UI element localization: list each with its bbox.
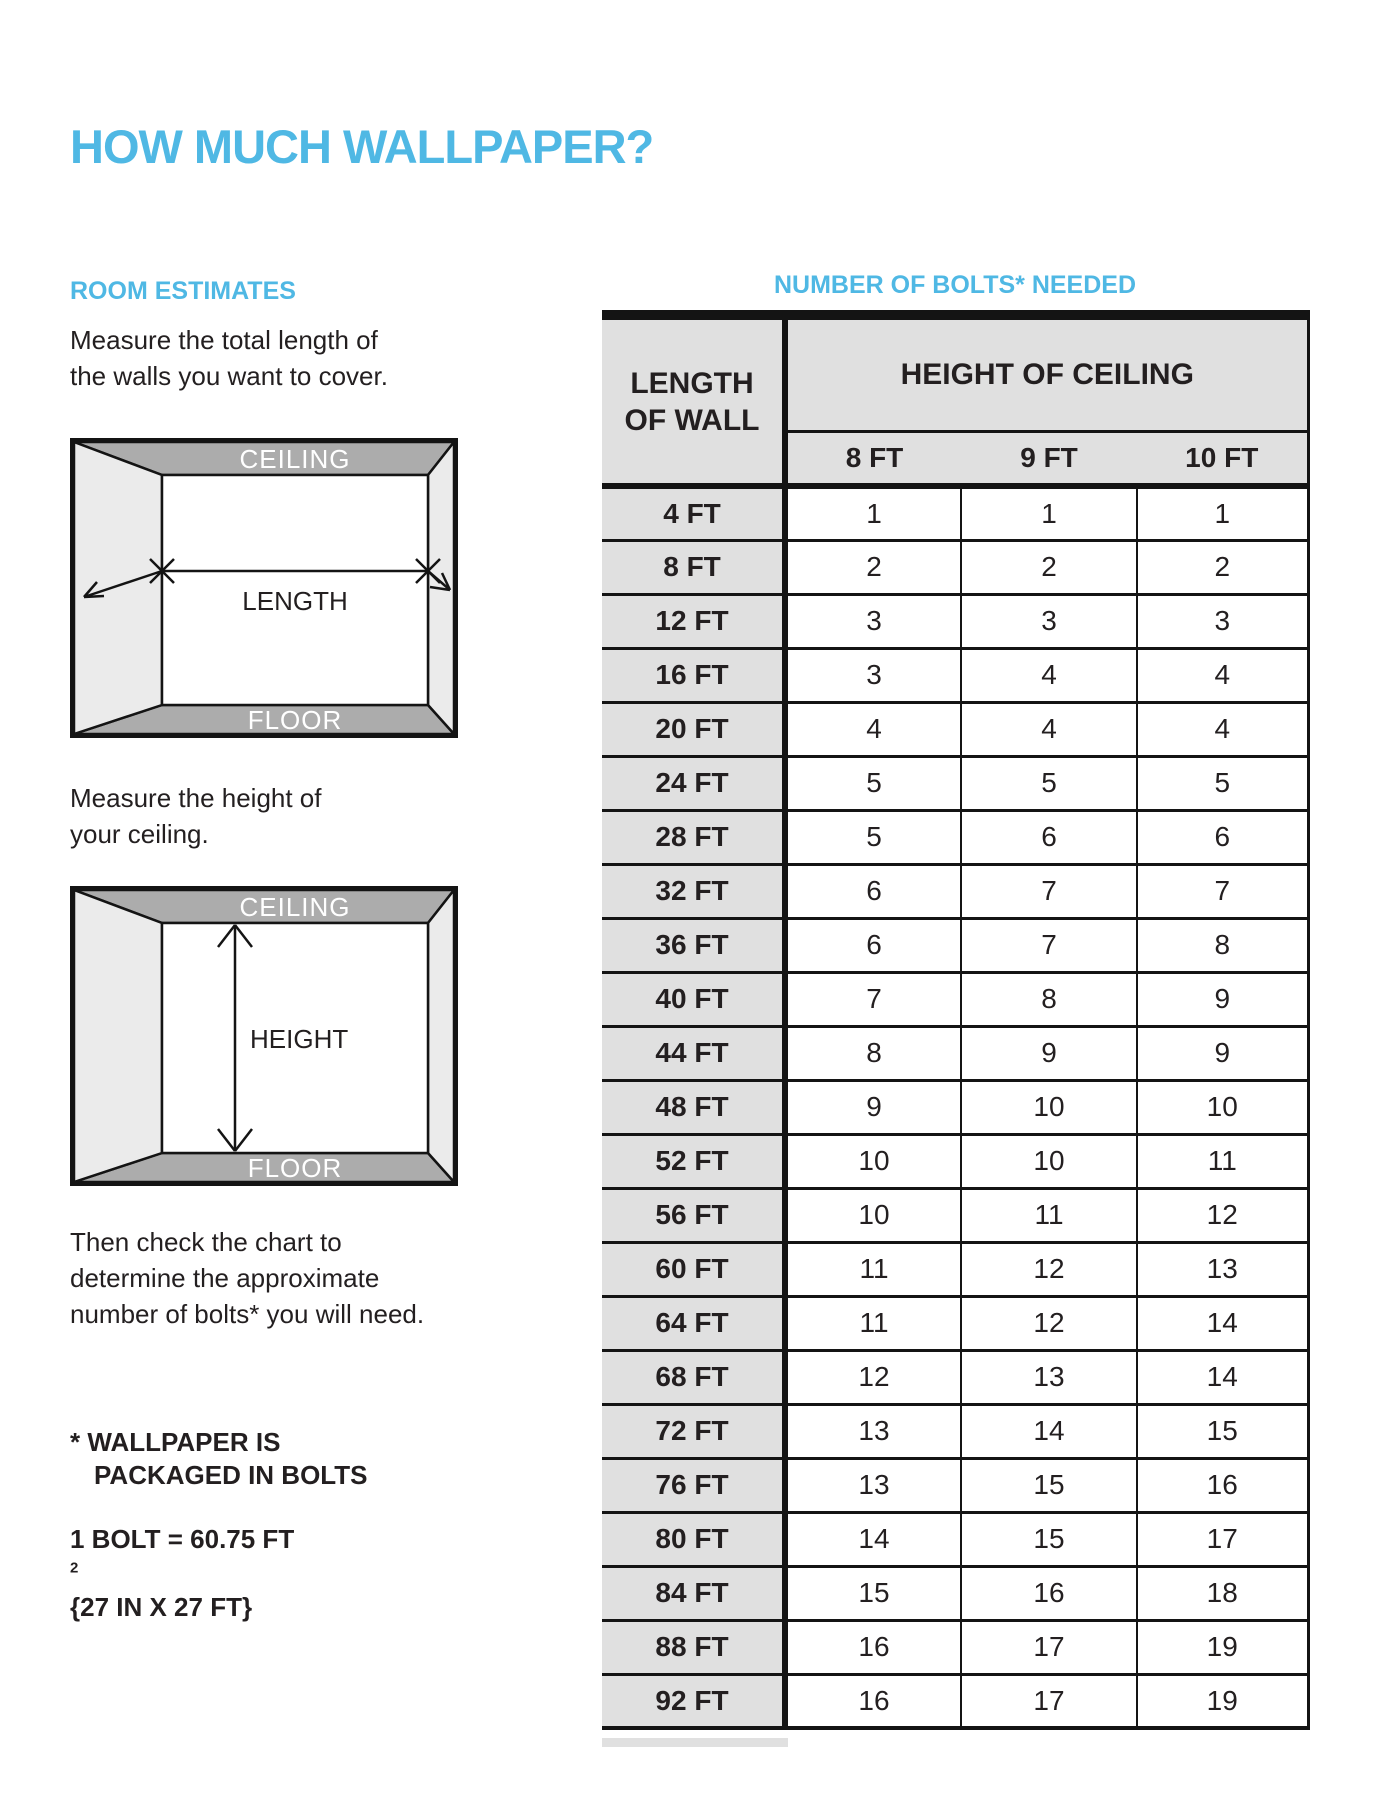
measure-length-text: [70, 322, 388, 394]
floor-label: FLOOR: [247, 1153, 343, 1183]
table-row: [602, 1620, 1308, 1674]
bolt-equation-superscript: 2: [70, 1559, 79, 1577]
bolts-footnote: [70, 1426, 367, 1492]
room-height-diagram: [70, 886, 458, 1186]
bolt-count-cell: 13: [1137, 1242, 1308, 1296]
wall-length-cell: 20 FT: [602, 702, 785, 756]
bolt-count-cell: 19: [1137, 1674, 1308, 1728]
wall-length-cell: 44 FT: [602, 1026, 785, 1080]
wall-length-cell: 72 FT: [602, 1404, 785, 1458]
wall-length-column-header: [602, 315, 785, 486]
check-chart-line2: determine the approximate: [70, 1263, 380, 1293]
measure-length-line2: the walls you want to cover.: [70, 361, 388, 391]
table-row: [602, 1080, 1308, 1134]
table-row: [602, 864, 1308, 918]
floor-label: FLOOR: [247, 705, 343, 735]
table-row: [602, 1674, 1308, 1728]
bolt-count-cell: 16: [785, 1674, 961, 1728]
bolt-count-cell: 9: [961, 1026, 1137, 1080]
wall-length-cell: 76 FT: [602, 1458, 785, 1512]
bolt-count-cell: 12: [961, 1296, 1137, 1350]
check-chart-text: [70, 1224, 424, 1332]
bolt-equation: [70, 1522, 294, 1590]
bolt-count-cell: 14: [785, 1512, 961, 1566]
wall-length-cell: 36 FT: [602, 918, 785, 972]
bolt-count-cell: 16: [785, 1620, 961, 1674]
bolt-count-cell: 1: [961, 486, 1137, 540]
bolt-count-cell: 3: [785, 594, 961, 648]
table-row: [602, 1512, 1308, 1566]
bolt-count-cell: 15: [1137, 1404, 1308, 1458]
bolt-count-cell: 7: [1137, 864, 1308, 918]
wall-length-cell: 24 FT: [602, 756, 785, 810]
table-row: [602, 540, 1308, 594]
table-row: [602, 594, 1308, 648]
bolt-count-cell: 3: [785, 648, 961, 702]
bolts-table-heading: NUMBER OF BOLTS* NEEDED: [773, 270, 1137, 299]
bolt-count-cell: 12: [961, 1242, 1137, 1296]
bolt-count-cell: 13: [785, 1458, 961, 1512]
table-row: [602, 1134, 1308, 1188]
bolt-count-cell: 10: [961, 1134, 1137, 1188]
bolt-count-cell: 5: [961, 756, 1137, 810]
table-row: [602, 1566, 1308, 1620]
table-row: [602, 810, 1308, 864]
table-row: [602, 918, 1308, 972]
bolt-count-cell: 15: [961, 1458, 1137, 1512]
bolt-count-cell: 15: [961, 1512, 1137, 1566]
ceiling-height-group-header: HEIGHT OF CEILING: [785, 315, 1308, 432]
wall-length-cell: 4 FT: [602, 486, 785, 540]
room-length-diagram: [70, 438, 458, 738]
bolt-count-cell: 14: [1137, 1350, 1308, 1404]
wall-length-cell: 48 FT: [602, 1080, 785, 1134]
wall-length-cell: 56 FT: [602, 1188, 785, 1242]
bolt-dimensions: {27 IN X 27 FT}: [70, 1592, 253, 1622]
bolt-count-cell: 13: [785, 1404, 961, 1458]
bolt-count-cell: 6: [785, 864, 961, 918]
bolt-count-cell: 2: [1137, 540, 1308, 594]
bolt-count-cell: 17: [961, 1620, 1137, 1674]
bolt-count-cell: 7: [961, 864, 1137, 918]
bolt-count-cell: 9: [1137, 1026, 1308, 1080]
bolt-count-cell: 6: [1137, 810, 1308, 864]
ceiling-label: CEILING: [239, 444, 351, 474]
bolt-count-cell: 19: [1137, 1620, 1308, 1674]
bolt-count-cell: 5: [785, 756, 961, 810]
page-title: HOW MUCH WALLPAPER?: [70, 120, 654, 174]
bolt-count-cell: 4: [785, 702, 961, 756]
wall-length-cell: 88 FT: [602, 1620, 785, 1674]
wall-length-cell: 64 FT: [602, 1296, 785, 1350]
right-wall-surface: [428, 890, 454, 1182]
table-row: [602, 972, 1308, 1026]
bolt-count-cell: 11: [961, 1188, 1137, 1242]
bolt-count-cell: 10: [785, 1188, 961, 1242]
bolt-count-cell: 6: [785, 918, 961, 972]
left-wall-surface: [74, 890, 162, 1182]
ceiling-8ft-header: 8 FT: [785, 432, 961, 487]
bolt-count-cell: 13: [961, 1350, 1137, 1404]
wall-length-cell: 16 FT: [602, 648, 785, 702]
bolt-count-cell: 7: [785, 972, 961, 1026]
bolt-count-cell: 15: [785, 1566, 961, 1620]
room-estimates-heading: ROOM ESTIMATES: [70, 276, 296, 305]
bolt-count-cell: 4: [1137, 648, 1308, 702]
ceiling-10ft-header: 10 FT: [1137, 432, 1308, 487]
bolt-count-cell: 8: [961, 972, 1137, 1026]
bolt-count-cell: 8: [785, 1026, 961, 1080]
wall-length-cell: 68 FT: [602, 1350, 785, 1404]
bolt-count-cell: 3: [961, 594, 1137, 648]
table-row: [602, 1242, 1308, 1296]
bolt-count-cell: 8: [1137, 918, 1308, 972]
wall-length-cell: 92 FT: [602, 1674, 785, 1728]
wall-length-cell: 84 FT: [602, 1566, 785, 1620]
bolt-size-note: [70, 1522, 294, 1624]
wall-length-header-line2: OF WALL: [624, 403, 760, 437]
left-wall-surface: [74, 442, 162, 734]
bolt-count-cell: 17: [1137, 1512, 1308, 1566]
table-row: [602, 648, 1308, 702]
table-row: [602, 1350, 1308, 1404]
bolt-equation-text: 1 BOLT = 60.75 FT: [70, 1524, 295, 1554]
bolt-count-cell: 18: [1137, 1566, 1308, 1620]
table-header-row-group: [602, 315, 1308, 432]
bolt-count-cell: 14: [961, 1404, 1137, 1458]
bolt-count-cell: 11: [785, 1296, 961, 1350]
bolts-footnote-line2: PACKAGED IN BOLTS: [94, 1460, 368, 1490]
table-row: [602, 1188, 1308, 1242]
check-chart-line3: number of bolts* you will need.: [70, 1299, 425, 1329]
wall-length-cell: 28 FT: [602, 810, 785, 864]
wall-length-cell: 32 FT: [602, 864, 785, 918]
bolt-count-cell: 9: [785, 1080, 961, 1134]
bolt-count-cell: 17: [961, 1674, 1137, 1728]
table-row: [602, 702, 1308, 756]
wall-length-cell: 8 FT: [602, 540, 785, 594]
wall-length-cell: 12 FT: [602, 594, 785, 648]
bolt-count-cell: 4: [961, 648, 1137, 702]
bolt-count-cell: 7: [961, 918, 1137, 972]
bolt-count-cell: 4: [961, 702, 1137, 756]
wall-length-cell: 60 FT: [602, 1242, 785, 1296]
bolt-count-cell: 5: [1137, 756, 1308, 810]
table-row: [602, 756, 1308, 810]
wall-length-cell: 40 FT: [602, 972, 785, 1026]
bolt-count-cell: 9: [1137, 972, 1308, 1026]
bolt-count-cell: 4: [1137, 702, 1308, 756]
table-row: [602, 1458, 1308, 1512]
bolt-count-cell: 2: [961, 540, 1137, 594]
check-chart-line1: Then check the chart to: [70, 1227, 342, 1257]
bolt-count-cell: 6: [961, 810, 1137, 864]
bolt-count-cell: 10: [1137, 1080, 1308, 1134]
bolt-count-cell: 3: [1137, 594, 1308, 648]
wall-length-header-line1: LENGTH: [630, 366, 754, 400]
table-row: [602, 1026, 1308, 1080]
ceiling-label: CEILING: [239, 892, 351, 922]
wall-length-cell: 52 FT: [602, 1134, 785, 1188]
measure-height-line2: your ceiling.: [70, 819, 209, 849]
bolt-count-cell: 5: [785, 810, 961, 864]
bolt-count-cell: 1: [1137, 486, 1308, 540]
bolt-count-cell: 14: [1137, 1296, 1308, 1350]
bolt-count-cell: 11: [785, 1242, 961, 1296]
bolt-count-cell: 12: [785, 1350, 961, 1404]
bolt-count-cell: 16: [1137, 1458, 1308, 1512]
bolt-count-cell: 16: [961, 1566, 1137, 1620]
table-row: [602, 486, 1308, 540]
measure-height-text: [70, 780, 322, 852]
table-row: [602, 1296, 1308, 1350]
wall-length-cell: 80 FT: [602, 1512, 785, 1566]
measure-height-line1: Measure the height of: [70, 783, 322, 813]
bolt-count-cell: 1: [785, 486, 961, 540]
bolts-footnote-line1: * WALLPAPER IS: [70, 1427, 281, 1457]
label-column-footer-strip: [602, 1738, 788, 1747]
bolt-count-cell: 11: [1137, 1134, 1308, 1188]
bolt-count-cell: 2: [785, 540, 961, 594]
table-row: [602, 1404, 1308, 1458]
bolts-table-body: [602, 486, 1308, 1728]
bolts-table: [602, 310, 1310, 1730]
length-label: LENGTH: [242, 586, 348, 616]
measure-length-line1: Measure the total length of: [70, 325, 378, 355]
ceiling-9ft-header: 9 FT: [961, 432, 1137, 487]
bolt-count-cell: 10: [961, 1080, 1137, 1134]
height-label: HEIGHT: [250, 1024, 349, 1054]
bolt-count-cell: 12: [1137, 1188, 1308, 1242]
bolt-count-cell: 10: [785, 1134, 961, 1188]
